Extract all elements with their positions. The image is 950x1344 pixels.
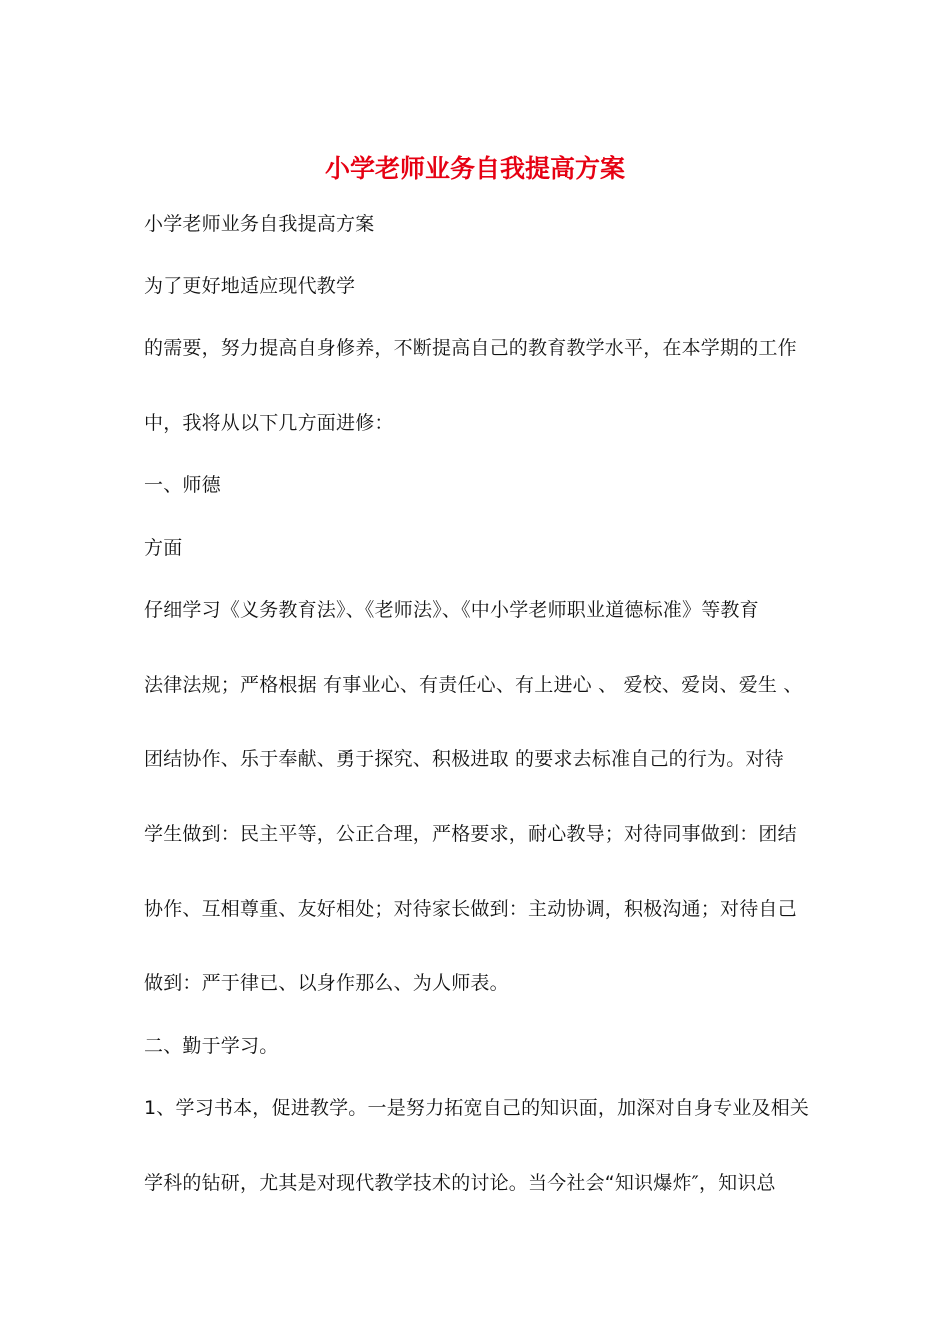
paragraph-line: 法律法规；严格根据 有事业心、有责任心、有上进心 、 爱校、爱岗、爱生 、	[144, 674, 803, 696]
paragraph-line: 协作、互相尊重、友好相处；对待家长做到：主动协调，积极沟通；对待自己	[144, 898, 797, 920]
paragraph-line: 为了更好地适应现代教学	[144, 275, 356, 297]
paragraph-line: 仔细学习《义务教育法》、《老师法》、《中小学老师职业道德标准》等教育	[144, 599, 759, 621]
section-heading: 二、勤于学习。	[144, 1035, 279, 1057]
paragraph-line: 的需要，努力提高自身修养，不断提高自己的教育教学水平，在本学期的工作	[144, 337, 797, 359]
paragraph-line: 学生做到：民主平等，公正合理，严格要求，耐心教导；对待同事做到：团结	[144, 823, 797, 845]
paragraph-line: 方面	[144, 537, 183, 559]
paragraph-line: 中，我将从以下几方面进修：	[144, 412, 394, 434]
paragraph-line: 小学老师业务自我提高方案	[144, 213, 375, 235]
paragraph-line: 做到：严于律已、以身作那么、为人师表。	[144, 972, 509, 994]
paragraph-line: 学科的钻研，尤其是对现代教学技术的讨论。当今社会“知识爆炸″，知识总	[144, 1172, 776, 1194]
document-title: 小学老师业务自我提高方案	[324, 154, 625, 183]
paragraph-line: 1、学习书本，促进教学。一是努力拓宽自己的知识面，加深对自身专业及相关	[144, 1097, 810, 1119]
section-heading: 一、师德	[144, 474, 221, 496]
paragraph-line: 团结协作、乐于奉献、勇于探究、积极进取 的要求去标准自己的行为。对待	[144, 748, 784, 770]
